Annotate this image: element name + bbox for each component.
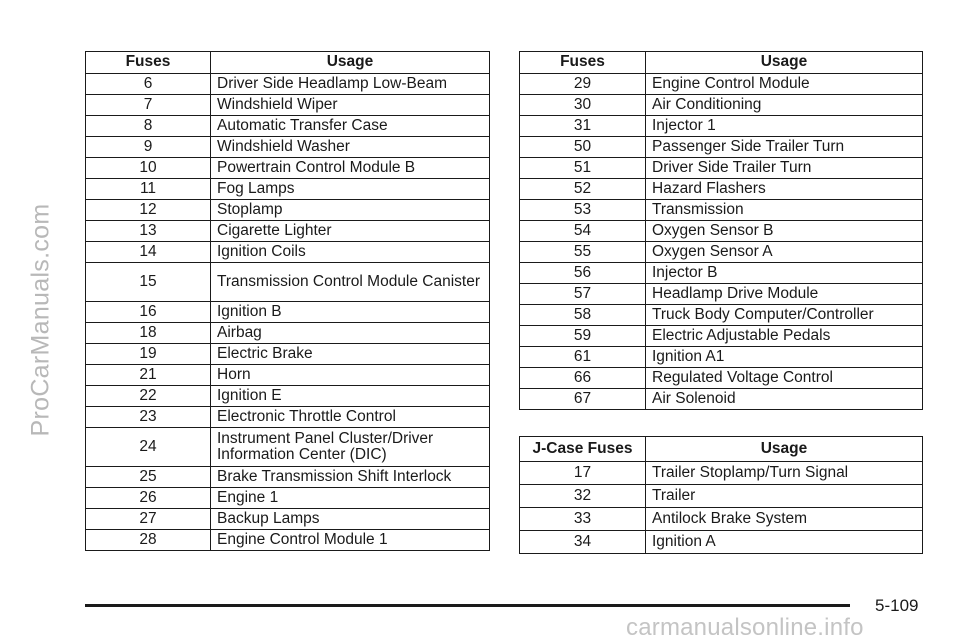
fuse-number: 67 [520,389,646,410]
fuse-number: 15 [86,263,211,302]
fuse-usage: Air Solenoid [646,389,923,410]
fuse-usage: Airbag [211,323,490,344]
fuse-number: 27 [86,509,211,530]
fuse-usage: Ignition A1 [646,347,923,368]
table-row [520,347,923,368]
fuse-usage: Cigarette Lighter [211,221,490,242]
table-row [520,95,923,116]
fuse-number: 34 [520,531,646,554]
fuse-usage: Electric Brake [211,344,490,365]
fuse-usage: Passenger Side Trailer Turn [646,137,923,158]
table-row [86,95,490,116]
fuse-usage: Regulated Voltage Control [646,368,923,389]
fuse-usage: Ignition Coils [211,242,490,263]
fuse-number: 10 [86,158,211,179]
fuse-number: 18 [86,323,211,344]
table-row [520,389,923,410]
column-header-usage: Usage [646,52,923,74]
table-row [86,179,490,200]
fuse-number: 12 [86,200,211,221]
fuse-usage: Horn [211,365,490,386]
bottom-watermark: carmanualsonline.info [626,614,864,641]
table-row [86,386,490,407]
fuse-usage: Stoplamp [211,200,490,221]
table-row [86,242,490,263]
table-header-row [520,437,923,462]
fuse-number: 51 [520,158,646,179]
fuse-usage: Hazard Flashers [646,179,923,200]
fuse-usage: Oxygen Sensor A [646,242,923,263]
column-header-fuses: Fuses [520,52,646,74]
fuse-number: 28 [86,530,211,551]
table-row [520,508,923,531]
table-row [520,74,923,95]
fuse-usage: Trailer Stoplamp/Turn Signal [646,462,923,485]
fuse-usage: Air Conditioning [646,95,923,116]
fuse-number: 30 [520,95,646,116]
fuse-usage: Brake Transmission Shift Interlock [211,467,490,488]
fuse-usage: Electronic Throttle Control [211,407,490,428]
fuse-usage: Engine Control Module [646,74,923,95]
fuse-table-right [519,51,923,410]
table-row [520,137,923,158]
fuse-number: 61 [520,347,646,368]
table-row [520,368,923,389]
fuse-usage: Backup Lamps [211,509,490,530]
table-row [520,284,923,305]
table-row [520,200,923,221]
fuse-number: 11 [86,179,211,200]
fuse-number: 56 [520,263,646,284]
fuse-usage: Antilock Brake System [646,508,923,531]
table-row [86,263,490,302]
table-row [520,116,923,137]
page-number: 5-109 [875,596,919,615]
fuse-number: 58 [520,305,646,326]
table-row [86,323,490,344]
fuse-usage: Powertrain Control Module B [211,158,490,179]
column-header-usage: Usage [211,52,490,74]
table-row [86,428,490,467]
table-row [86,344,490,365]
fuse-number: 59 [520,326,646,347]
fuse-usage: Ignition B [211,302,490,323]
fuse-usage: Windshield Wiper [211,95,490,116]
fuse-number: 24 [86,428,211,467]
fuse-number: 7 [86,95,211,116]
fuse-usage: Transmission [646,200,923,221]
table-row [86,200,490,221]
fuse-usage: Windshield Washer [211,137,490,158]
fuse-number: 52 [520,179,646,200]
table-row [520,531,923,554]
table-row [86,530,490,551]
fuse-usage: Ignition A [646,531,923,554]
fuse-usage: Transmission Control Module Canister [211,263,490,302]
fuse-number: 29 [520,74,646,95]
fuse-usage: Automatic Transfer Case [211,116,490,137]
fuse-usage: Fog Lamps [211,179,490,200]
fuse-number: 32 [520,485,646,508]
fuse-number: 23 [86,407,211,428]
fuse-number: 50 [520,137,646,158]
fuse-number: 19 [86,344,211,365]
fuse-number: 13 [86,221,211,242]
fuse-usage: Injector B [646,263,923,284]
fuse-table-left [85,51,490,551]
fuse-number: 8 [86,116,211,137]
fuse-usage: Trailer [646,485,923,508]
table-row [520,179,923,200]
table-header-row [86,52,490,74]
side-watermark: ProCarManuals.com [26,203,55,437]
fuse-number: 57 [520,284,646,305]
column-header-fuses: Fuses [86,52,211,74]
table-row [86,116,490,137]
fuse-usage: Ignition E [211,386,490,407]
table-row [520,326,923,347]
table-row [86,467,490,488]
fuse-number: 16 [86,302,211,323]
fuse-usage: Instrument Panel Cluster/Driver Information Center (DIC) [211,428,490,467]
table-row [86,488,490,509]
fuse-usage: Electric Adjustable Pedals [646,326,923,347]
footer-rule [85,604,850,607]
table-row [86,302,490,323]
fuse-number: 6 [86,74,211,95]
table-row [520,158,923,179]
fuse-usage: Truck Body Computer/Controller [646,305,923,326]
fuse-number: 53 [520,200,646,221]
fuse-number: 14 [86,242,211,263]
column-header-usage: Usage [646,437,923,462]
fuse-number: 21 [86,365,211,386]
table-header-row [520,52,923,74]
fuse-number: 55 [520,242,646,263]
fuse-number: 17 [520,462,646,485]
table-row [86,365,490,386]
jcase-fuse-table [519,436,923,554]
table-row [86,221,490,242]
table-row [86,74,490,95]
table-row [86,407,490,428]
table-row [520,263,923,284]
table-row [86,158,490,179]
fuse-number: 31 [520,116,646,137]
table-row [520,485,923,508]
table-row [520,221,923,242]
fuse-usage: Engine Control Module 1 [211,530,490,551]
fuse-usage: Injector 1 [646,116,923,137]
table-row [520,462,923,485]
fuse-usage: Oxygen Sensor B [646,221,923,242]
fuse-number: 66 [520,368,646,389]
fuse-number: 22 [86,386,211,407]
table-row [86,137,490,158]
fuse-number: 26 [86,488,211,509]
table-row [520,242,923,263]
table-row [86,509,490,530]
fuse-number: 25 [86,467,211,488]
fuse-number: 54 [520,221,646,242]
column-header-jcase-fuses: J-Case Fuses [520,437,646,462]
fuse-usage: Driver Side Headlamp Low-Beam [211,74,490,95]
fuse-usage: Driver Side Trailer Turn [646,158,923,179]
fuse-usage: Headlamp Drive Module [646,284,923,305]
fuse-number: 9 [86,137,211,158]
table-row [520,305,923,326]
fuse-number: 33 [520,508,646,531]
fuse-usage: Engine 1 [211,488,490,509]
